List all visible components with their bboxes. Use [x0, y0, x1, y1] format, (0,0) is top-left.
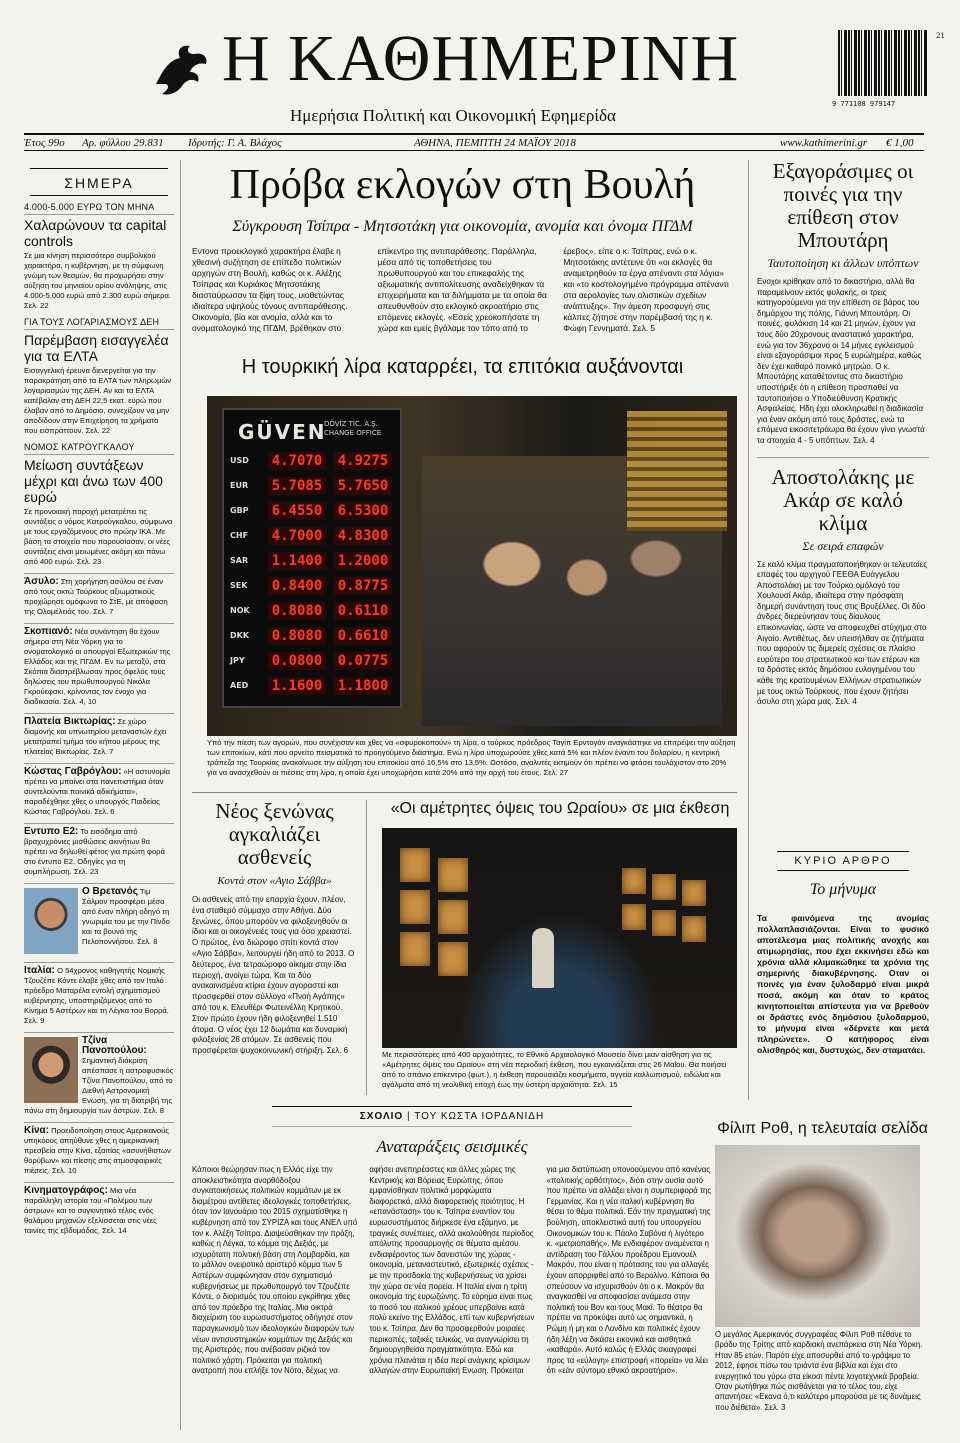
lead-body: Εντονα προεκλογικό χαρακτήρα έλαβε η χθεσινή συζήτηση σε επίπεδο πολιτικών αρχηγών στη Βουλή, καθώς οι κ. Αλέξης Τσίπρας και Κυριάκος Μητσοτάκης διασταύρωσαν τα ξίφη τους, υιοθετώντας ιδιαίτερα υψηλούς τόνους αντιπαράθεσης. Οικονομία, βία και ανομία, αλλά και το ονοματολογικό της ΠΓΔΜ, βρέθηκαν στο επίκεντρο της αντιπαράθεσης. Παράλληλα, μέσα από τις τοποθετήσεις του πρωθυπουργού και του επικεφαλής της αξιωματικής αντιπολίτευσης αναδείχθηκαν τα επιχειρήματα και τα διλήμματα με τα οποία θα απευθυνθούν στο εκλογικό ακροατήριο στις επόμενες εκλογές. «Εσείς χρεοκοπήσατε τη χώρα και εμείς βγάλαμε τον τόπο από το έρεβος», είπε ο κ. Τσίπρας, ενώ ο κ. Μητσοτάκης αντέτεινε ότι «οι εκλογές θα αναμετρηθούν τα έργα απέναντι στα λόγια» και «το κοστολογημένο πρόγραμμα απέναντι στα αερολογίες των ολιστικών σχεδίων ανάπτυξης». Την άμεση προσφυγή στις κάλπες ζήτησε στην παρέμβασή της η κ. Φώφη Γεννηματά. Σελ. 5 [192, 246, 729, 333]
currency-code: GBP [230, 506, 249, 515]
sell-rate: 4.8300 [334, 527, 392, 545]
comment-label: ΣΧΟΛΙΟ [359, 1111, 404, 1122]
barcode [838, 30, 928, 96]
brief-item[interactable] [24, 623, 174, 707]
exchange-office-photo [207, 396, 737, 736]
rate-row [230, 452, 400, 472]
brief-body: Νέα συνάντηση θα έχουν σήμερα στη Νέα Υόρκη για το ονοματολογικό οι υπουργοί Εξωτερικών της Ελλάδος και της ΠΓΔΜ. Εν τω μεταξύ, στα Σκόπια διαστρέβλωσαν προς όφελός τους δηλώσεις του πρωθυπουργού Νικόλα Γκρούεφσκι, κρίνοντας τον ένοχο για διαδικασία. Σελ. 4, 10 [24, 627, 171, 706]
currency-code: DKK [230, 631, 250, 640]
brief-tag: Ο Βρετανός [82, 886, 138, 897]
body: Σε μια κίνηση περισσότερο συμβολικού χαρακτήρα, η κυβέρνηση, με τη σύμφωνη γνώμη των θεσμών, θα προχωρήσει στην αύξηση του μηνιαίου ορίου ανάληψης, στις 4.000-5.000 ευρώ από 2.300 ευρώ σήμερα. Σελ. 22 [24, 251, 172, 310]
body: Εισαγγελική έρευνα διενεργείται για την παρακράτηση από τα ΕΛΤΑ των πληρωμών λογαριασμών της ΔΕΗ. Αν και τα ΕΛΤΑ κατέβαλαν στη ΔΕΗ 22,5 εκατ. ευρώ που έλαβαν από το Δημόσιο, συνεχίζουν να μην αποδίδουν στην Επιχείρηση τα χρήματα που εισπράττουν. Σελ. 22 [24, 366, 172, 435]
separator [757, 457, 929, 458]
sell-rate: 5.7650 [334, 477, 392, 495]
issue-code: 21 [936, 32, 945, 40]
body: Σε προνοιακή παροχή μετατρέπει τις συντάξεις ο νόμος Κατρούγκαλου, σύμφωνα με τους εργαζόμενους στο πρώην ΙΚΑ. Με βάση τα στοιχεία που παρουσίασαν, οι νέες συντάξεις είναι μειωμένες ακόμη και πάνω από 400 ευρώ. Σελ. 23 [24, 507, 173, 566]
brief-item[interactable] [24, 823, 174, 877]
brief-item[interactable] [24, 962, 174, 1026]
date: ΑΘΗΝΑ, ΠΕΜΠΤΗ 24 ΜΑΪΟΥ 2018 [414, 137, 576, 149]
display-case [682, 916, 706, 942]
sell-rate: 0.8775 [334, 577, 392, 595]
sell-rate: 4.9275 [334, 452, 392, 470]
currency-code: SEK [230, 581, 248, 590]
gold-display [627, 411, 727, 531]
hospital-body: Οι ασθενείς από την επαρχία έχουν, πλέον, ένα σταθερό σύμμαχο στην Αθήνα. Δύο ξενώνες, όπου μπορούν να φιλοξενηθούν οι ίδιοι και οι οικογένειές τους για όσο χρειαστεί. Ο πρώτος, ένα διώροφο σπίτι κοντά στον «Αγιο Σάββα», λειτουργεί ήδη από το 2013. Ο δεύτερος, ένα τετραώροφο οίκημα στην ίδια περιοχή, ανοίγει τώρα. Και τα δύο ανακαινισμένα κτίρια έχουν αγοραστεί και προσφερθεί στον σύλλογο «Πνοή Αγάπης» από τον κ. Ελευθέρι Φωτεινέλλη Κρητικού. Στον πρώτο έχουν ήδη φιλοξενηθεί 1.510 άτομα. Ο νέος έχει 12 δωμάτια και δυναμική φιλοξενίας 28 ατόμων. Σε ασθενείς που προσφέρεται ψυχοκοινωνική στήριξη. Σελ. 6 [192, 895, 355, 1056]
buy-rate: 4.7000 [268, 527, 326, 545]
brief-body: Σημαντική διάκριση απέσπασε η αστροφυσικός Τζίνα Πανοπούλου, από το Διεθνή Αστρονομική Ενωση, για τη διατριβή της πάνω στη δημιουργία των άστρων. Σελ. 8 [24, 1056, 174, 1115]
brief-tag: Τζίνα Πανοπούλου: [82, 1035, 147, 1056]
currency-code: EUR [230, 481, 249, 490]
left-column [24, 160, 174, 1430]
brief-item[interactable] [24, 763, 174, 817]
portrait-photo [24, 888, 78, 954]
rate-row [230, 502, 400, 522]
brief-body: Το εισόδημα από βραχυχρόνιες μισθώσεις ακινήτων θα πρέπει να δηλωθεί φέτος για πρώτη φορά στο έντυπο Ε2. Οδηγίες για τη συμπλήρωση. Σελ. 23 [24, 827, 165, 876]
buy-rate: 0.8080 [268, 627, 326, 645]
display-case [622, 904, 646, 930]
lead-deck: Σύγκρουση Τσίπρα - Μητσοτάκη για οικονομία, ανομία και όνομα ΠΓΔΜ [232, 218, 693, 235]
comment-body: Κάποιοι θεώρησαν πως η Ελλάς είχε την αποκλειστικότητα ανορθόδοξου συγκατοικήσεως πολιτικών κομμάτων με εκ διαμέτρου αντίθετες ιδεολογικές τοποθετήσεις, όταν τον Ιανουάριο του 2015 σχηματίσθηκε η κυβέρνηση από τον ΣΥΡΙΖΑ και τους ΑΝΕΛ υπό τον κ. Αλέξη Τσίπρα. Διαψεύσθηκαν την πράξη, καθώς η Λέγκα, το κόμμα της Δεξιάς, με ισχυρότατη πολιτική βάση στη Λομβαρδία, και το μάλλον ονειροτικό αριστερό κόμμα των 5 Αστέρων συμφώνησαν στον σχηματισμό κυβερνήσεως με πρωθυπουργό τον Τζουζέπε Κόντε, ο διορισμός του οποίου εγκρίθηκε χθες από τον πρόεδρο της Ιταλίας. Μια οικτρά διαχείριση του ευρωσυστήματος οδήγησε στον παραγκωνισμό των ιδεολογικών διαφορών των νέων αντισυστημικών κομμάτων της Δεξιάς και της Αριστεράς, που ανέβασαν ριζικά τον πολιτικό χάρτη. Πρόκειται για πολιτική ανατροπή που επλήξε τον Νότο, δέχως να αφήσει ανεπηρέαστες και άλλες χώρες της Κεντρικής και Βόρειας Ευρώπης, όπου εμφανίσθηκαν πολιτικά μορφώματα διαφορετικά, αλλά διαφορετικής ποιότητος. Η «επανάσταση» του κ. Τσίπρα εναντίον του ευρωσυστήματος διήρκεσε ένα εξάμηνο, με τραγικές συνέπειες, αλλά ακολούθησε περίοδος απόλυτης προσαρμογής σε θέματα αμέσου ενδιαφέροντος των δανειστών της χώρας - οικονομία, μεταναστευτικό, εξωτερικές σχέσεις - με την προσδοκία της κυβερνήσεως να χρίσει την χώρα σε νέα πορεία. Η Ιταλία είναι η τρίτη οικονομία της ευρωζώνης. Το εύρημα είναι πως το ποσό του ιταλικού χρέους υπερβαίνει κατά πολύ εκείνο της Ελλάδος, επί των κυβερνήσεων του κ. Τσίπρα. Δεν θα προσφερθούν μοιραίες περικοπές, ταξικές τελικώς, να αναγνωρίσει τη δημιουργηθείσα πραγματικότητα. Εδώ και χρόνια πλανάται η ιδέα περί ανάγκης κρίσιμων αλλαγών στην Ευρωπαϊκή Ενωση. Πρόκειται για μια διατύπωση υπονοούμενου από κανένας «πολιτικής ορθότητος», διότι στην ουσία αυτό που πρέπει να αλλάξει είναι η συμπεριφορά της Γερμανίας. Και η νέα ιταλική κυβέρνηση θα θέσει το θέμα πολιτικά. Εάν την πραγματική της βούληση, αποκλειστικά αυτή του υπουργείου Οικονομικών του κ. Πάολο Σαβόνα ή λιγότερο κ. «μετριοπαθής». Με ενδιαφέρον αναμένεται η αντίδραση του Γάλλου προέδρου Εμανουέλ Μακρόν, που είναι η πρότασης του για αλλαγές έχουν απορριφθεί από το Βερολίνο. Κάποιοι θα σπεύσουν να ισχυρισθούν ότι ο κ. Μακρόν θα αναγκασθεί να αποφασίσει ανάμεσα στην πολιτική του Βον και τους Μακί. Το θέατρο θα πρέπει να προκύψει αυτό ως σημαντικά, η Ρώμη ή μη και ο Λονδίνο και πολιτικές έχουν ήδη λέξη να δικάσει εικονικά και αισθητικά «καθαρά». Αυτό καλώς ή Ελλάς σκιαγραφεί προς τα «εύλογη» επιστροφή «πορεία» να λέει ότι «εάν σύντομο εθνικό ακροατήριο». [192, 1165, 712, 1376]
display-case [682, 880, 706, 906]
left-story[interactable] [24, 202, 174, 311]
board-subtitle: DÖVİZ TİC. A.Ş. CHANGE OFFICE [324, 420, 382, 437]
kicker: 4.000-5.000 ΕΥΡΩ ΤΟΝ ΜΗΝΑ [24, 202, 174, 215]
buy-rate: 0.0800 [268, 652, 326, 670]
statue [532, 928, 554, 988]
currency-code: AED [230, 681, 249, 690]
boutaris-deck: Ταυτοποίηση κι άλλων υπόπτων [767, 256, 919, 270]
photo-caption: Υπό την πίεση των αγορών, που συνέχισαν και χθες να «σφυροκοπούν» τη λίρα, ο τούρκος πρόεδρος Ταγίπ Ερντογάν αναγκάστηκε να επιτρέψει την αύξηση των επιτοκίων, κάτι που αρνείτο πεισματικά το προηγούμενο διάστημα. Ενώ η λίρα υποχωρούσε χθες κατά 5% και πλέον έναντι του δολαρίου, η κεντρική τράπεζα της Τουρκίας ανακοίνωσε την αύξηση του επιτοκίου από 16,5% στο 13,5%. Ωστόσο, αναλυτές εκτιμούν ότι πρέπει να φτάσει τουλάχιστον στο 20% για να ανασχεθούν οι πιέσεις στη λίρα, η οποία έχει υποχωρήσει κατά 20% από την αρχή του έτους. Σελ. 27 [207, 738, 736, 777]
apostolakis-body: Σε καλό κλίμα πραγματοποιήθηκαν οι τελευταίες επαφές του αρχηγού ΓΕΕΘΑ Ευάγγελου Αποστολάκη με τον Τούρκο ομόλογό του Χουλουσί Ακάρ, ιδιαίτερα στην πρόσφατη δημερή συνάντηση τους στις Βρυξέλλες. Οι δύο άνδρες διερεύνησαν τους δίαυλους επικοινωνίας, ώστε να αποφευχθεί ατύχημα στο Αιγαίο. Αντιθέτως, δεν υπεισήλθαν σε ζητήματα που αφορούν τις διμερείς σχέσεις σε πλαίσιο ευρύτερο του στρατιωτικού και των ετέρων και τα δράστες εκτός δημόσιου ευλογημένου του κάθε της κρατουμένων Ελλήνων στρατιωτικών με τους οκτώ Τούρκους, που έχουν ζητήσει άσυλο στη χώρα μας. Σελ. 4 [757, 559, 928, 707]
info-bar [24, 133, 924, 151]
brief-tag: Σκοπιανό: [24, 626, 73, 637]
brief-body: Προειδοποίηση στους Αμερικανούς υπηκόους απηύθυνε χθες η αμερικανική πρεσβεία στην Κίνα, εξαιτίας «ασυνήθιστων θορύβων» και πίεσης στις ατμοσφαιρικές πιέσεις. Σελ. 10 [24, 1126, 171, 1175]
left-story[interactable] [24, 442, 174, 567]
rate-row [230, 627, 400, 647]
brief-body: Τιμ Σάλμον προσφέρει μέσα από έναν πλήρη οδηγό τη γνωριμία του με την Πίνδο και τα βουνά της Πελοποννήσου. Σελ. 8 [82, 887, 170, 946]
apostolakis-headline[interactable]: Αποστολάκης με Ακάρ σε καλό κλίμα [771, 464, 915, 535]
today-header: ΣΗΜΕΡΑ [30, 168, 168, 196]
brief-tag: Κώστας Γαβρόγλου: [24, 766, 122, 777]
rate-row [230, 552, 400, 572]
right-column [757, 160, 929, 708]
masthead [0, 0, 960, 135]
boutaris-headline[interactable]: Εξαγοράσιμες οι ποινές για την επίθεση στον Μπουτάρη [772, 159, 914, 252]
display-case [400, 890, 430, 924]
comment-header: ΣΧΟΛΙΟ | ΤΟΥ ΚΩΣΤΑ ΙΟΡΔΑΝΙΔΗ [272, 1106, 632, 1127]
headline: Παρέμβαση εισαγγελέα για τα ΕΛΤΑ [24, 332, 169, 364]
board-title: GÜVEN [238, 420, 327, 444]
year: Έτος 99ο [24, 137, 65, 149]
rate-row [230, 652, 400, 672]
editorial-label: ΚΥΡΙΟ ΑΡΘΡΟ [777, 851, 909, 871]
buy-rate: 4.7070 [268, 452, 326, 470]
display-case [652, 874, 676, 900]
brief-item[interactable] [24, 1032, 174, 1116]
exchange-rate-board [222, 408, 402, 708]
hospital-headline[interactable]: Νέος ξενώνας αγκαλιάζει ασθενείς [215, 799, 334, 869]
barcode-number: 9 771108 979147 [832, 100, 896, 108]
brief-tag: Κινηματογράφος: [24, 1185, 108, 1196]
comment-section [192, 1106, 712, 1420]
display-case [438, 858, 468, 892]
buy-rate: 0.8400 [268, 577, 326, 595]
column-divider [180, 160, 181, 1430]
buy-rate: 1.1400 [268, 552, 326, 570]
rate-row [230, 602, 400, 622]
buy-rate: 1.1600 [268, 677, 326, 695]
brief-item[interactable] [24, 1182, 174, 1236]
exhibition-caption: Με περισσότερες από 400 αρχαιότητες, το Εθνικό Αρχαιολογικό Μουσείο δίνει μιαν αίσθηση για τις «Αμέτρητες όψεις του Ωραίου» στη νέα περιοδική έκθεση, που εγκαινιάζεται στις 26 Μαΐου. Θα ποιήσει από το σπάνιο επίκεντρο (φωτ.), η έκθεση παρουσιάζει κοσμήματα, αγγεία καλλωπισμού, ειδώλια και αγάλματα από τη νεολιθική εποχή έως την ύστερη αρχαιότητα. Σελ. 15 [382, 1050, 727, 1089]
brief-body: «Η αστυνομία πρέπει να μπαίνει στα πανεπιστήμια όταν συντελούνται ποινικά αδικήματα», παραδέχθηκε χθες ο υπουργός Παιδείας Κώστας Γαβρόγλου. Σελ. 6 [24, 767, 171, 816]
display-case [622, 868, 646, 894]
kicker: ΝΟΜΟΣ ΚΑΤΡΟΥΓΚΑΛΟΥ [24, 442, 174, 455]
brief-body: Στη χορήγηση ασύλου σε έναν από τους οκτώ Τούρκους αξιωματικούς προχώρησε ομόφωνα το ΣτΕ, με απόφαση της Ολομέλειάς του. Σελ. 7 [24, 577, 168, 616]
brief-tag: Πλατεία Βικτωρίας: [24, 716, 116, 727]
left-story[interactable] [24, 317, 174, 436]
portrait-photo [24, 1037, 78, 1103]
sell-rate: 1.1800 [334, 677, 392, 695]
boutaris-body: Ενοχοι κρίθηκαν από το δικαστήριο, αλλά θα παραμείνουν εκτός φυλακής, οι τρεις κατηγορούμενοι για την επίθεση σε βάρος του δημάρχου της πόλης, Γιάννη Μπουτάρη. Οι ποινές, φυλάκιση 14 και 21 μηνών, έχουν για τους δύο 20χρονους αναστατικό χαρακτήρα, ενώ για τον 36χρονο οι 14 μήνες εγκλεισμού είναι εξαγοράσιμοι προς 5 ευρώ/ημέρα, καθώς δεν έχει καθαρό ποινικό μητρώο. Ο κ. Μπουτάρης καταθέτοντας στο δικαστήριο υποστήριξε ότι η επίθεση προσπαθεί να ταυτοποιήσει ο Υποδιεύθυνση Κρατικής Ασφαλείας. Ηδη έχει ολοκληρωθεί η διαδικασία για έναν ακόμη από τους δράστες, ενώ τα επόμενα εικοσιτετράωρα θα έχουν γίνει γνωστά τα στοιχεία 4 - 5 υπόπτων. Σελ. 4 [757, 277, 925, 445]
sell-rate: 0.6610 [334, 627, 392, 645]
editorial-body: Τα φαινόμενα της ανομίας πολλαπλασιάζονται. Είναι το φυσικό αποτέλεσμα μιας πολιτικής ανοχής και ατιμωρησίας, που έχει εκκινήσει εδώ και χρόνια αλλά κλιμακώθηκε τα χρόνια της σημερινής διακυβέρνησης. Οταν οι ποινές για έναν ξυλοδαρμό είναι μικρά ποσά, ακόμη και όταν το κράτος κινητοποιείται απίστευτα για να βρεθούν οι δράστες ενός δημόσιου ξυλοδαρμού, το μήνυμα είναι «δέρνετε και μετά πληρώνετε». Ο κατήφορος είναι ολισθηρός και, δυστυχώς, δεν σταματάει. [757, 913, 929, 1055]
kicker: ΓΙΑ ΤΟΥΣ ΛΟΓΑΡΙΑΣΜΟΥΣ ΔΕΗ [24, 317, 174, 330]
website-link[interactable]: www.kathimerini.gr [780, 137, 868, 149]
brief-tag: Άσυλο: [24, 576, 59, 587]
display-case [438, 942, 468, 976]
sell-rate: 6.5300 [334, 502, 392, 520]
price: € 1,00 [886, 137, 914, 149]
museum-photo [382, 828, 737, 1048]
hospital-deck: Κοντά στον «Αγιο Σάββα» [217, 875, 332, 887]
rate-row [230, 577, 400, 597]
founder: Ιδρυτής: Γ. Α. Βλάχος [188, 137, 282, 149]
sell-rate: 0.6110 [334, 602, 392, 620]
brief-item[interactable] [24, 1122, 174, 1176]
display-case [400, 848, 430, 882]
currency-code: NOK [230, 606, 250, 615]
photo-story-headline[interactable]: Η τουρκική λίρα καταρρέει, τα επιτόκια αυξάνονται [241, 356, 684, 378]
brief-body: Μια νέα παράλληλη ιστορία του «Πολέμου των άστρων» και το συγκινητικό τέλος ενός θαλάμου μηχανών εξελίσσεται στις νέες ταινίες της εβδομάδας. Σελ. 14 [24, 1186, 157, 1235]
roth-headline[interactable]: Φίλιπ Ροθ, η τελευταία σελίδα [717, 1120, 928, 1137]
rate-row [230, 527, 400, 547]
display-case [438, 900, 468, 934]
lead-headline[interactable]: Πρόβα εκλογών στη Βουλή [229, 162, 696, 208]
phoenix-logo-icon [148, 38, 212, 102]
roth-portrait-photo [715, 1145, 920, 1327]
column-divider [366, 800, 367, 1095]
headline: Μείωση συντάξεων μέχρι και άνω των 400 ευρώ [24, 457, 163, 505]
brief-item[interactable] [24, 883, 174, 956]
buy-rate: 0.8080 [268, 602, 326, 620]
buy-rate: 5.7085 [268, 477, 326, 495]
brief-body: Σε χώρο διαμονής και υπνωτηρίου μεταναστών έχει μετατραπεί τμήμα του κήπου μέρους της πλατείας Βικτωρίας. Σελ. 7 [24, 717, 167, 756]
display-case [400, 932, 430, 966]
column-divider [748, 160, 749, 1100]
display-case [652, 910, 676, 936]
sheet-number: Αρ. φύλλου 29.831 [82, 137, 164, 149]
newspaper-subtitle: Ημερήσια Πολιτική και Οικονομική Εφημερίδα [290, 106, 616, 125]
brief-tag: Εντυπο Ε2: [24, 826, 79, 837]
exhibition-headline[interactable]: «Οι αμέτρητες όψεις του Ωραίου» σε μια έκθεση [390, 800, 730, 817]
currency-code: JPY [230, 656, 245, 665]
brief-body: Ο 54χρονος καθηγητής Νομικής Τζουζέπε Κόντε έλαβε χθες από τον Ιταλό πρόεδρο Ματαρέλα εντολή σχηματισμού κυβέρνησης, υποστηριζόμενος από το Κίνημα 5 Αστέρων και τη Λέγκα του Βορρά. Σελ. 9 [24, 966, 169, 1025]
buy-rate: 6.4550 [268, 502, 326, 520]
brief-item[interactable] [24, 573, 174, 617]
brief-item[interactable] [24, 713, 174, 757]
hospital-story [192, 800, 357, 1057]
apostolakis-deck: Σε σειρά επαφών [802, 538, 884, 553]
currency-code: USD [230, 456, 249, 465]
separator [192, 792, 737, 793]
rate-row [230, 677, 400, 697]
brief-tag: Κίνα: [24, 1125, 50, 1136]
sell-rate: 1.2000 [334, 552, 392, 570]
brief-tag: Ιταλία: [24, 965, 55, 976]
headline: Χαλαρώνουν τα capital controls [24, 217, 167, 249]
editorial-title[interactable]: Το μήνυμα [809, 881, 877, 898]
roth-caption: Ο μεγάλος Αμερικανός συγγραφέας Φίλιπ Ροθ πέθανε το βράδυ της Τρίτης από καρδιακή ανεπάρκεια στη Νέα Υόρκη. Ηταν 85 ετών. Παρότι είχε αποσυρθεί από το γράψιμο το 2012, έφησε πίσω του τριάντα ένα βιβλία και έχει στο ενεργητικό του γύρω στα είκοσι πέντε λογοτεχνικά βραβεία. Οταν ρωτήθηκε πώς αισθάνεται για το τέλος του, είχε απαντήσει: «Εκανα ό,τι καλύτερο μπορούσα με τις δυνάμεις που διέθετα». Σελ. 3 [715, 1330, 923, 1412]
currency-code: SAR [230, 556, 249, 565]
rate-row [230, 477, 400, 497]
sell-rate: 0.0775 [334, 652, 392, 670]
editorial [757, 851, 929, 1056]
newspaper-name: Η ΚΑΘΗΜΕΡΙΝΗ [222, 22, 740, 95]
comment-author: ΤΟΥ ΚΩΣΤΑ ΙΟΡΔΑΝΙΔΗ [414, 1111, 545, 1122]
currency-code: CHF [230, 531, 249, 540]
comment-title[interactable]: Αναταράξεις σεισμικές [376, 1137, 528, 1156]
